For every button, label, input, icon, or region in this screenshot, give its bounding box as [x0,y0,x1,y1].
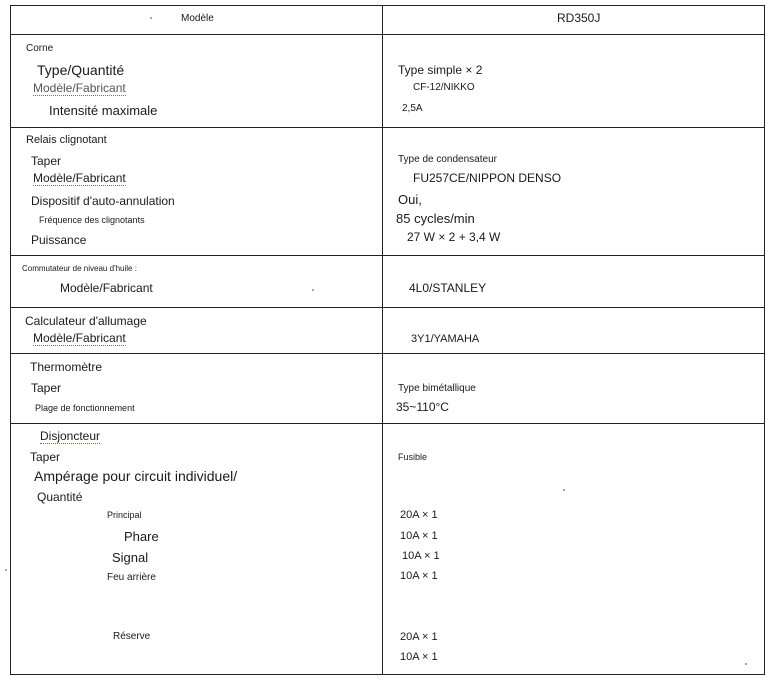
horn-model-value: CF-12/NIKKO [413,82,475,93]
row-divider [10,127,765,128]
breaker-signal-value: 10A × 1 [402,550,440,562]
breaker-amp-label: Ampérage pour circuit individuel/ [34,468,238,484]
thermometer-type-value: Type bimétallique [398,383,476,394]
flasher-freq-value: 85 cycles/min [396,211,475,226]
ignition-model-value: 3Y1/YAMAHA [411,333,480,345]
flasher-model-value: FU257CE/NIPPON DENSO [413,171,562,185]
oil-switch-model-value: 4L0/STANLEY [409,281,487,295]
horn-model-label: Modèle/Fabricant [33,81,126,95]
oil-switch-model-label: Modèle/Fabricant [60,281,153,295]
flasher-type-value: Type de condensateur [398,154,497,165]
row-divider [10,34,765,35]
scan-speck [150,17,152,19]
breaker-qty-label: Quantité [37,490,83,504]
ignition-title: Calculateur d'allumage [25,314,147,328]
breaker-tail-label: Feu arrière [107,572,156,583]
horn-type-value: Type simple × 2 [398,63,483,77]
horn-amp-label: Intensité maximale [49,103,158,118]
scan-speck [312,289,314,291]
breaker-reserve-value-1: 20A × 1 [400,631,438,643]
ignition-model-label: Modèle/Fabricant [33,331,126,345]
breaker-signal-label: Signal [112,550,149,565]
breaker-type-value: Fusible [398,452,428,462]
column-divider [382,5,383,675]
breaker-title: Disjoncteur [40,429,101,443]
row-divider [10,353,765,354]
horn-type-label: Type/Quantité [37,62,125,78]
breaker-tail-value: 10A × 1 [400,570,438,582]
thermometer-type-label: Taper [31,381,62,395]
flasher-power-label: Puissance [31,233,87,247]
thermometer-title: Thermomètre [30,360,103,374]
scan-speck [745,663,747,665]
row-divider [10,255,765,256]
oil-switch-title: Commutateur de niveau d'huile : [22,264,137,273]
breaker-main-label: Principal [107,510,142,520]
breaker-headlight-label: Phare [124,529,159,544]
flasher-power-value: 27 W × 2 + 3,4 W [407,230,501,244]
breaker-type-label: Taper [30,450,61,464]
thermometer-range-label: Plage de fonctionnement [35,403,135,413]
flasher-model-label: Modèle/Fabricant [33,171,126,185]
flasher-title: Relais clignotant [26,134,107,146]
scan-speck [5,569,7,571]
row-divider [10,423,765,424]
flasher-cancel-value: Oui, [398,192,422,207]
thermometer-range-value: 35~110°C [396,400,449,414]
flasher-cancel-label: Dispositif d'auto-annulation [31,194,175,208]
horn-title: Corne [26,43,54,54]
flasher-type-label: Taper [31,154,62,168]
header-model-value: RD350J [557,11,601,25]
flasher-freq-label: Fréquence des clignotants [39,215,145,225]
horn-amp-value: 2,5A [402,103,423,114]
scan-speck [563,489,565,491]
breaker-headlight-value: 10A × 1 [400,530,438,542]
header-model-label: Modèle [181,13,214,24]
breaker-main-value: 20A × 1 [400,509,438,521]
row-divider [10,307,765,308]
breaker-reserve-label: Réserve [113,631,151,642]
breaker-reserve-value-2: 10A × 1 [400,651,438,663]
